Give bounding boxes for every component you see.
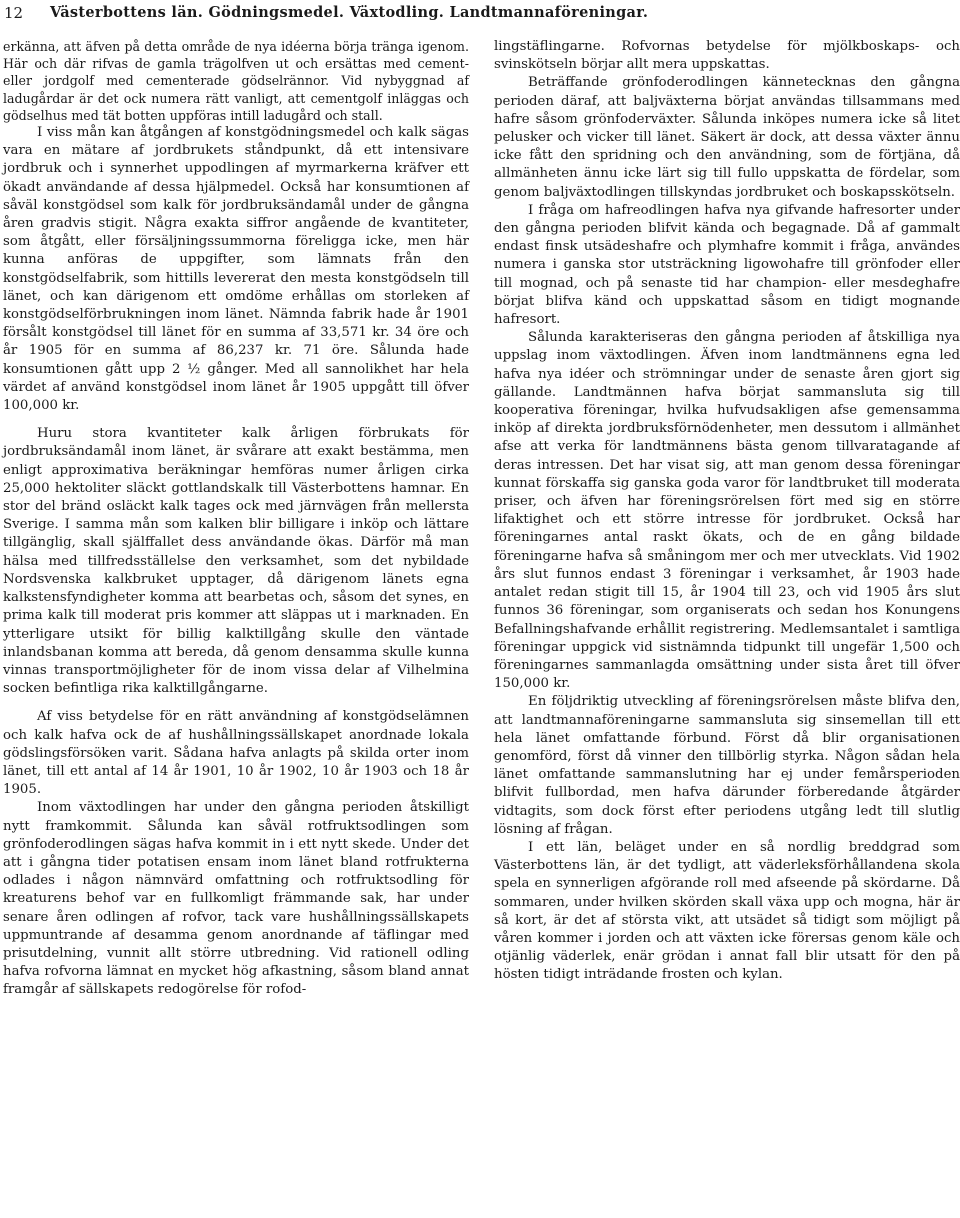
left-column (3, 38, 469, 1000)
paragraph: I viss mån kan åtgången af konstgödningsmedel och kalk sägas vara en mätare af jordbrukets ståndpunkt, då ett intensivare jordbruk och i synnerhet uppodlingen af myrmarkerna kräfver ett ökadt användande af dessa hjälpmedel. Också har konsumtionen af såväl konstgödsel som kalk för jordbruksändamål under de gångna åren gradvis stigit. Några exakta siffror angående de kvantiteter, som åtgått, eller försäljningssummorna föreligga icke, men här kunna anföras de uppgifter, som lämnats från den konstgödselfabrik, som hittills levererat den mesta konstgödseln till länet, och kan därigenom ett omdöme erhållas om storleken af konstgödselförbrukningen inom länet. Nämnda fabrik hade år 1901 försålt konstgödsel till länet för en summa af 33,571 kr. 34 öre och år 1905 för en summa af 86,237 kr. 71 öre. Sålunda hade konsumtionen gått upp 2 ½ gånger. Med all sannolikhet har hela värdet af använd konstgödsel inom länet år 1905 uppgått till öfver 100,000 kr. (3, 125, 469, 414)
paragraph: I ett län, beläget under en så nordlig breddgrad som Västerbottens län, är det tydligt, att väderleksförhållandena skola spela en synnerligen afgörande roll med afseende på skördarne. Då sommaren, under hvilken skörden skall växa upp och mogna, här är så kort, är det af största vikt, att utsädet så tidigt som möjligt på våren kommer i jorden och att växten icke förersas genom käle och otjänlig väderlek, enär grödan i annat fall blir utsatt för den på hösten tidigt inträdande frosten och kylan. (494, 839, 960, 983)
page-number: 12 (4, 4, 24, 22)
paragraph: Beträffande grönfoderodlingen kännetecknas den gångna perioden däraf, att baljväxterna börjat användas tillsammans med hafre såsom grönfoderväxter. Sålunda inköpes numera icke så litet pelusker och vicker till länet. Säkert är dock, att dessa växter ännu icke fått den spridning och den användning, som de förtjäna, då allmänheten ännu icke lärt sig till fullo uppskatta de fördelar, som genom baljväxtodlingen tillskyndas jordbruket och boskapsskötseln. (494, 75, 960, 200)
right-column (494, 38, 960, 985)
paragraph: Huru stora kvantiteter kalk årligen förbrukats för jordbruksändamål inom länet, är svårare att exakt bestämma, men enligt approximativa beräkningar hemföras numer årligen cirka 25,000 hektoliter släckt gottlandskalk till Västerbottens hamnar. En stor del bränd osläckt kalk tages ock med järnvägen från mellersta Sverige. I samma mån som kalken blir billigare i inköp och lättare tillgänglig, skall själffallet dess användande ökas. Därför må man hälsa med tillfredsställelse den verksamhet, som det nybildade Nordsvenska kalkbruket upptager, då därigenom länets egna kalkstensfyndigheter komma att bearbetas och, såsom det synes, en prima kalk till moderat pris kommer att släppas ut i marknaden. En ytterligare utsikt för billig kalktillgång skulle den väntade inlandsbanan komma att bereda, då genom densamma skulle kunna vinnas transportmöjligheter för de inom vissa delar af Vilhelmina socken befintliga rika kalktillgångarne. (3, 426, 469, 697)
paragraph: I fråga om hafreodlingen hafva nya gifvande hafresorter under den gångna perioden blifvit kända och begagnade. Då af gammalt endast finsk utsädeshafre och plymhafre kommit i fråga, användes numera i ganska stor utsträckning ligowohafre till grönfoder eller till mognad, och på senaste tid har champion- eller mesdeghafre börjat blifva känd och uppskattad såsom en tidigt mognande hafresort. (494, 202, 960, 328)
running-header (0, 0, 960, 30)
paragraph: En följdriktig utveckling af föreningsrörelsen måste blifva den, att landtmannaföreningarne sammansluta sig sinsemellan till ett hela länet omfattande förbund. Först då blir organisationen genomförd, först då vinner den tillbörlig styrka. Någon sådan hela länet omfattande sammanslutning har ej under femårsperioden blifvit fullbordad, men hafva därunder förberedande åtgärder vidtagits, som dock först efter periodens utgång ledt till slutlig lösning af frågan. (494, 694, 960, 837)
paragraph: lingstäflingarne. Rofvornas betydelse för mjölkboskaps- och svinskötseln börjar allt mera uppskattas. (494, 39, 960, 73)
paragraph: Sålunda karakteriseras den gångna perioden af åtskilliga nya uppslag inom växtodlingen. Äfven inom landtmännens egna led hafva nya idéer och strömningar under de senaste åren gjort sig gällande. Landtmännen hafva börjat sammansluta sig till kooperativa föreningar, hvilka hufvudsakligen afse gemensamma inköp af direkta jordbruksförnödenheter, men dessutom i allmänhet afse att verka för landtmännens bästa genom tillvaratagande af deras intressen. Det har visat sig, att man genom dessa föreningar kunnat förskaffa sig ganska goda varor för landtbruket till moderata priser, och äfven har föreningsrörelsen fört med sig en större lifaktighet och ett större intresse för jordbruket. Också har föreningarnes antal raskt ökats, och de en gång bildade föreningarne hafva så småningom mer och mer utvecklats. Vid 1902 års slut funnos endast 3 föreningar i verksamhet, år 1903 hade antalet redan stigit till 15, år 1904 till 23, och vid 1905 års slut funnos 36 föreningar, som organiserats och sedan hos Konungens Befallningshafvande erhållit registrering. Medlemsantalet i samtliga föreningar uppgick vid sistnämnda tidpunkt till ungefär 1,500 och föreningarnes sammanlagda omsättning under sista året till öfver 150,000 kr. (494, 330, 960, 692)
running-title: Västerbottens län. Gödningsmedel. Växtodling. Landtmannaföreningar. (50, 4, 649, 21)
paragraph: Af viss betydelse för en rätt användning af konstgödselämnen och kalk hafva ock de af hushållningssällskapet anordnade lokala gödslingsförsöken varit. Sådana hafva anlagts på skilda orter inom länet, till ett antal af 14 år 1901, 10 år 1902, 10 år 1903 och 18 år 1905. (3, 709, 469, 798)
paragraph: Inom växtodlingen har under den gångna perioden åtskilligt nytt framkommit. Sålunda kan såväl rotfruktsodlingen som grönfoderodlingen sägas hafva kommit in i ett nytt skede. Under det att i gångna tider potatisen ensam inom länet bland rotfrukterna odlades i någon nämnvärd omfattning och rotfruktsodling för kreaturens behof var en fullkomligt främmande sak, har under senare åren odlingen af rofvor, tack vare hushållningssällskapets uppmuntrande af desamma genom anordnande af täflingar med prisutdelning, vunnit allt större utbredning. Vid rationell odling hafva rofvorna lämnat en mycket hög afkastning, såsom bland annat framgår af sällskapets redogörelse för rofod- (3, 800, 469, 998)
paragraph: erkänna, att äfven på detta område de nya idéerna börja tränga igenom. Här och där rifvas de gamla trägolfven ut och ersättas med cement- eller jordgolf med cementerade gödselrännor. Vid nybyggnad af ladugårdar är det ock numera rätt vanligt, att cementgolf inläggas och gödselhus med tät botten uppföras intill ladugård och stall. (3, 39, 469, 123)
